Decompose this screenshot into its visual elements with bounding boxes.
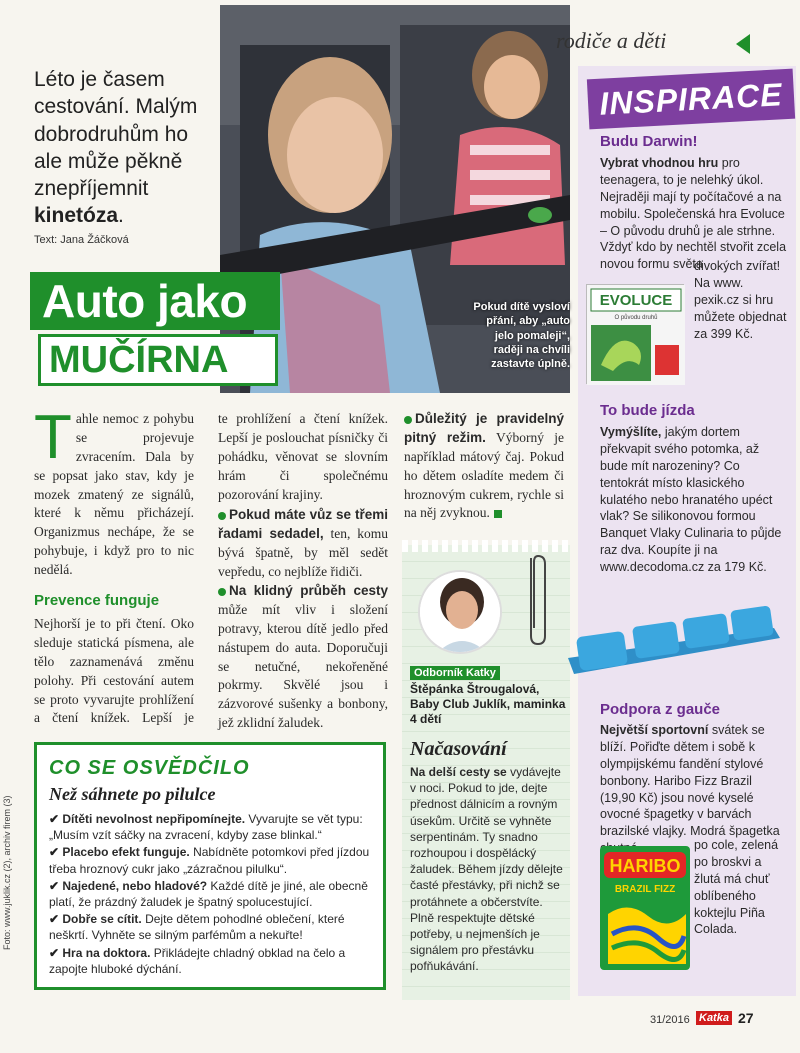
article-column-2 — [218, 410, 388, 733]
bullet-text: Výborný je například mátový čaj. Pokud ho dětem osladíte medem či hroznovým cukrem, rychle si na něj zvyknou. — [404, 429, 565, 521]
photo-credit: Foto: www.juklik.cz (2), archiv firem (3) — [2, 795, 12, 950]
tip-item — [49, 911, 371, 943]
bullet-lead: Na klidný průběh cesty — [229, 583, 388, 599]
timing-text — [410, 764, 566, 974]
tip-text: Nabídněte potomkovi před jízdou třeba hroznový cukr jako „zázračnou pilulku“. — [49, 845, 370, 876]
page-number: 27 — [738, 1010, 754, 1026]
article-paragraph-cont: te prohlížení a čtení knížek. Lepší je poslouchat písničky či pohádku, věnovat se slovním hrám či společnému pozorování krajiny. — [218, 411, 388, 502]
tip-item — [49, 878, 371, 910]
product-subtitle: O původu druhů — [614, 315, 658, 321]
product-title: EVOLUCE — [599, 292, 673, 309]
expert-portrait — [418, 570, 502, 654]
tip-lead: Dítěti nevolnost nepřipomínejte. — [62, 812, 246, 826]
tip-item — [49, 844, 371, 876]
timing-title: Načasování — [410, 738, 507, 760]
intro-body: Léto je časem cestování. Malým dobrodruhům ho ale může pěkně znepříjemnit — [34, 68, 198, 201]
sidebar-text-cont: divokých zvířat! Na www. pexik.cz si hru můžete objednat za 399 Kč. — [694, 259, 787, 341]
tip-lead: Dobře se cítit. — [62, 912, 142, 927]
article-column-1 — [34, 403, 194, 729]
checkmark-icon: ✔ — [49, 945, 63, 960]
tips-subtitle: Než sáhnete po pilulce — [49, 784, 216, 804]
haribo-candy-bag — [598, 844, 692, 972]
tip-item — [49, 811, 371, 843]
tip-item — [49, 945, 371, 977]
sidebar-text — [600, 424, 790, 576]
tip-lead: Placebo efekt funguje. — [62, 845, 190, 860]
sidebar-body: svátek se blíží. Pořiďte dětem i sobě k olympijskému fandění stylové bonbony. Haribo Fizz Brazil (19,90 Kč) jsou nové kyselé ovocné špagetky v barvách brazilské vlajky. Modrá špagetka — [600, 723, 780, 839]
tip-text: Přikládejte chladný obklad na čelo a zapojte hluboké dýchání. — [49, 945, 346, 976]
end-square-icon — [494, 510, 502, 518]
article-paragraph: Nejhorší je to při čtení. Oko sleduje statická písmena, ale tělo zaznamenává změnu polohy. Při cestování autem se proto vyvarujte prohlížení a čtení knížek. Lepší je — [34, 616, 194, 726]
expert-name: Štěpánka Štrougalová, Baby Club Juklík, maminka 4 dětí — [410, 682, 566, 726]
sidebar-text-cont: po cole, zelená po broskvi a žlutá má chuť oblíbeného koktejlu Piña Colada. — [694, 838, 779, 937]
sidebar-lead: Největší sportovní — [600, 723, 709, 737]
train-cake-mold-image — [564, 598, 784, 688]
triangle-left-icon — [736, 34, 750, 54]
sidebar-body: jakým dortem překvapit svého potomka, až bude mít narozeniny? Co tentokrát místo klasického kulatého nebo hranatého upéct vlak? Se silikonovou formou Banquet Vlaky Culinaria to půjde raz dva. Koupíte ji na www.decodoma.cz za 179 Kč. — [600, 425, 782, 574]
sidebar-lead: Vybrat vhodnou hru — [600, 156, 719, 170]
bullet-lead: Pokud máte vůz se třemi řadami sedadel, — [218, 507, 388, 542]
checkmark-icon: ✔ — [49, 812, 63, 826]
intro-end: . — [118, 204, 124, 228]
bullet-lead: Důležitý je pravidelný pitný režim. — [404, 411, 564, 445]
tips-box — [34, 742, 386, 990]
tips-title: CO SE OSVĚDČILO — [49, 757, 250, 779]
sidebar-body: pro teenagera, to je nelehký úkol. Nejraději mají ty počítačové a na mobilu. Společenská hra Evoluce – O původu druhů je ale strhne. Vždyť kdo by nechtěl stvořit zcela novou formu světa — [600, 156, 787, 272]
sidebar-heading: To bude jízda — [600, 402, 695, 419]
checkmark-icon: ✔ — [49, 912, 63, 927]
bullet-dot-icon — [218, 588, 226, 596]
bullet-text: může mít vliv i složení potravy, kterou dítě jedlo před nástupem do auta. Doporučuji se netučné, nekořeněné pokrmy. Skvělé jsou i zázvorové sušenky a bonbony, jež zklidní žaludek. — [218, 601, 388, 731]
evoluce-game-box — [586, 284, 684, 384]
subheading: Prevence funguje — [34, 592, 160, 610]
tip-lead: Najedené, nebo hladové? — [62, 878, 208, 893]
article-paragraph: ahle nemoc z pohybu se projevuje zvracením. Dala by se popsat jako stav, kdy je mozek zmatený ze signálů, které k němu přicházejí. Organizmus nechápe, že se pohybuje, i když pro to nic nedělá. — [34, 411, 194, 578]
sidebar-heading: Podpora z gauče — [600, 701, 721, 718]
timing-body: vydávejte v noci. Pokud to jde, dejte přednost dálnicím a rovným úsekům. Určitě se vyhněte serpentinám. Ty snadno rozhoupou i dospělácký žaludek. Během jízdy dělejte časté přestávky, při nichž se protáhnete a občerstvíte. Plně respektujte dětské potřeby, u nejmenších je signálem pro přestávku pofňukávání. — [410, 765, 563, 974]
sidebar-lead: Vymýšlíte, — [600, 425, 662, 439]
intro-keyword: kinetóza — [34, 204, 119, 228]
byline: Text: Jana Žáčková — [34, 234, 129, 246]
product-subtitle: BRAZIL FIZZ — [614, 884, 676, 895]
bullet-item — [218, 582, 388, 733]
bullet-item — [218, 506, 388, 582]
bullet-dot-icon — [404, 416, 412, 424]
product-title: HARIBO — [609, 856, 681, 876]
photo-caption: Pokud dítě vysloví přání, aby „auto jelo pomaleji“, raději na chvíli zastavte úplně. — [473, 301, 570, 371]
paperclip-icon — [525, 548, 551, 648]
article-column-3 — [404, 410, 564, 523]
checkmark-icon: ✔ — [49, 878, 63, 893]
sidebar-heading: Budu Darwin! — [600, 133, 698, 150]
headline-line2: MUČÍRNA — [38, 334, 278, 386]
tip-text: Dejte dětem pohodlné oblečení, které neškrtí. Vyhněte se silným parfémům a nekuřte! — [49, 912, 345, 943]
checkmark-icon: ✔ — [49, 845, 63, 860]
drop-cap: T — [34, 403, 72, 472]
sidebar-text — [600, 155, 790, 273]
section-tag: rodiče a děti — [556, 28, 667, 53]
bullet-dot-icon — [218, 512, 226, 520]
issue-number: 31/2016 — [650, 1014, 690, 1026]
tip-lead: Hra na doktora. — [62, 945, 151, 960]
intro-text — [34, 66, 214, 230]
tip-text: Každé dítě je jiné, ale obecně platí, že prázdný žaludek je špatný spolucestující. — [49, 878, 368, 909]
headline-line1: Auto jako — [30, 272, 280, 330]
bullet-text: ten, komu bývá špatně, by měl sedět vepředu, co nejblíže řidiči. — [218, 526, 388, 580]
magazine-logo: Katka — [696, 1011, 732, 1025]
sidebar-banner: INSPIRACE — [587, 69, 795, 130]
timing-lead: Na delší cesty se — [410, 765, 507, 779]
tip-text: Vyvarujte se vět typu: „Musím vzít sáčky na zvracení, kdyby zase blinkal.“ — [49, 812, 363, 843]
expert-tag: Odborník Katky — [410, 666, 500, 680]
